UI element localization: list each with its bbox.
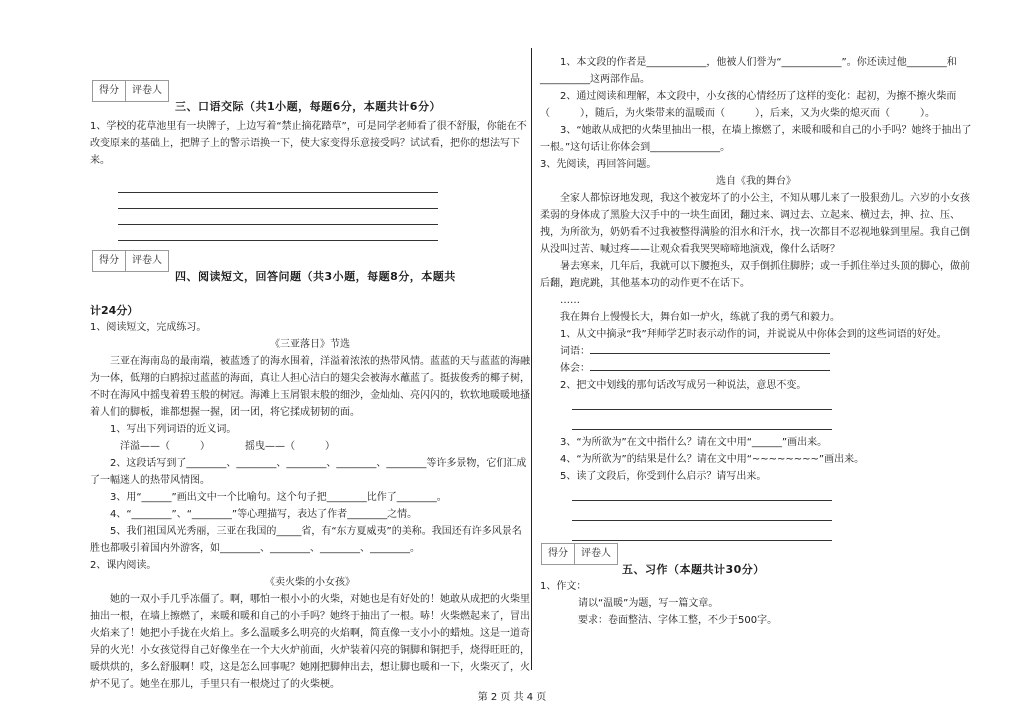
grader-label: 评卷人 xyxy=(132,85,162,96)
section5-title: 五、习作（本题共计30分） xyxy=(622,563,765,576)
q2-intro: 2、课内阅读。 xyxy=(90,560,157,571)
answer-line xyxy=(590,370,830,371)
r-question-3: 3、“她敢从成把的火柴里抽出一根，在墙上擦燃了，来暖和暖和自己的小手吗？她终于抽出了一根。”这句话让你体会到______________。 xyxy=(540,125,972,153)
section4-title: 四、阅读短文，回答问题（共3小题，每题8分，本题共 xyxy=(175,270,456,283)
grader-label: 评卷人 xyxy=(132,255,162,266)
score-label: 得分 xyxy=(93,81,126,101)
ellipsis: …… xyxy=(560,295,580,306)
r-question-2: 2、通过阅读和理解，本文段中，小女孩的心情经历了这样的变化：起初，为擦不擦火柴而（ ），随后，为火柴带来的温暖而（ ），后来，又为火柴的熄灭而（ ）。 xyxy=(540,91,957,119)
score-box-section3 xyxy=(92,80,169,102)
section5-body xyxy=(540,578,970,629)
p1-question-2: 2、这段话写到了________、________、________、________、________等许多景物，它们汇成了一幅迷人的热带风情图。 xyxy=(90,458,527,486)
column-divider xyxy=(531,48,532,670)
score-box-section5 xyxy=(541,543,618,565)
writing-requirement-2: 要求：卷面整洁、字体工整，不少于500字。 xyxy=(578,615,778,626)
r-sub-question-4: 4、“为所欲为”的结果是什么？请在文中用“~~~~~~~~”画出来。 xyxy=(560,454,865,465)
answer-line xyxy=(572,414,832,430)
answer-line xyxy=(572,394,832,410)
section3-title: 三、口语交际（共1小题，每题6分，本题共计6分） xyxy=(175,100,441,113)
passage3-text-3: 我在舞台上慢慢长大，舞台如一炉火，练就了我的勇气和毅力。 xyxy=(560,312,840,323)
passage2-title: 《卖火柴的小女孩》 xyxy=(265,577,355,588)
section3-question: 1、学校的花草池里有一块牌子，上边写着“禁止摘花踏草”，可是同学老师看了很不舒服，你能在不改变原来的基础上，把牌子上的警示语换一下，使大家变得乐意接受吗？试试看，把你的想法写下来。 xyxy=(90,121,527,166)
q1-intro: 1、阅读短文，完成练习。 xyxy=(90,322,207,333)
section3-body xyxy=(90,118,530,241)
word-answer-row xyxy=(540,343,972,360)
answer-line xyxy=(118,177,438,193)
page-footer: 第 2 页 共 4 页 xyxy=(477,692,547,703)
right-column xyxy=(540,54,972,545)
passage3-text-2: 暑去寒来，几年后，我就可以下腰抱头，双手倒抓住脚脖；或一手抓住举过头顶的脚心，做前后翻，跑虎跳，其他基本功的动作更不在话下。 xyxy=(540,261,970,289)
passage2-text: 她的一双小手几乎冻僵了。啊，哪怕一根小小的火柴，对她也是有好处的！她敢从成把的火柴里抽出一根，在墙上擦燃了，来暖和暖和自己的小手吗？她终于抽出了一根。哧！火柴燃起来了，冒出火焰来了！她把小手拢在火焰上。多么温暖多么明亮的火焰啊，简直像一支小小的蜡烛。这是一道奇异的火光！小女孩觉得自己好像坐在一个大火炉前面，火炉装着闪亮的铜脚和铜把手，烧得旺旺的，暖烘烘的，多么舒服啊！哎，这是怎么回事呢？她刚把脚伸出去，想让脚也暖和一下，火柴灭了，火炉不见了。她坐在那儿，手里只有一根烧过了的火柴梗。 xyxy=(90,594,530,690)
answer-line xyxy=(590,353,830,354)
section4-title-cont: 计24分） xyxy=(90,304,139,317)
answer-line xyxy=(118,193,438,209)
grader-label: 评卷人 xyxy=(581,548,611,559)
r-sub-question-3: 3、“为所欲为”在文中指什么？请在文中用“______”画出来。 xyxy=(560,437,828,448)
p1-question-3: 3、用“______”画出文中一个比喻句。这个句子把________比作了________。 xyxy=(110,492,447,503)
passage1-title: 《三亚落日》节选 xyxy=(270,339,350,350)
score-label: 得分 xyxy=(542,544,575,564)
feeling-label: 体会： xyxy=(560,363,590,374)
answer-line xyxy=(572,505,832,521)
writing-question: 1、作文： xyxy=(540,581,587,592)
p1-question-1: 1、写出下列词语的近义词。 xyxy=(110,424,237,435)
p1-question-1-items: 洋溢——（ ） 摇曳——（ ） xyxy=(120,441,335,452)
answer-line xyxy=(572,485,832,501)
r-question-1: 1、本文段的作者是____________，他被人们誉为“____________”。你还读过他________和__________这两部作品。 xyxy=(540,57,957,85)
feeling-answer-row xyxy=(540,360,972,377)
p1-question-5: 5、我们祖国风光秀丽，三亚在我国的_____省，有“东方夏威夷”的美称。我国还有许多风景名胜也都吸引着国内外游客，如________、________、________、________。 xyxy=(90,526,522,554)
passage3-title: 选自《我的舞台》 xyxy=(716,176,796,187)
r-sub-question-2: 2、把文中划线的那句话改写成另一种说法，意思不变。 xyxy=(560,380,807,391)
r-q3-intro: 3、先阅读，再回答问题。 xyxy=(540,159,657,170)
r-sub-question-1: 1、从文中摘录“我”拜师学艺时表示动作的词，并说说从中你体会到的这些词语的好处。 xyxy=(560,329,947,340)
score-label: 得分 xyxy=(93,251,126,271)
passage1-text: 三亚在海南岛的最南端，被蓝透了的海水围着，洋溢着浓浓的热带风情。蓝蓝的天与蓝蓝的海融为一体，低翔的白鸥掠过蓝蓝的海面，真让人担心洁白的翅尖会被海水蘸蓝了。挺拔俊秀的椰子树，不时在海风中摇曳着碧玉般的树冠。海滩上玉屑银末般的细沙，金灿灿、亮闪闪的，软软地暖暖地搔着人们的脚板，谁都想握一握，团一团，将它揉成韧韧的面。 xyxy=(90,356,530,418)
score-box-section4 xyxy=(92,250,169,272)
answer-line xyxy=(118,209,438,225)
section4-body xyxy=(90,302,530,693)
writing-requirement-1: 请以“温暖”为题，写一篇文章。 xyxy=(578,598,719,609)
word-label: 词语： xyxy=(560,346,590,357)
passage3-text-1: 全家人都惊讶地发现，我这个被宠坏了的小公主，不知从哪儿来了一股狠劲儿。六岁的小女孩柔弱的身体成了黑脸大汉手中的一块生面团，翻过来、调过去、立起来、横过去，抻、拉、压、拽，为所欲为，奶奶看不过我被整得满脸的泪水和汗水，找一次都目不忍视地躲到里屋。我自己倒从没叫过苦、喊过疼——让观众看我哭哭啼啼地演戏，像什么话呀？ xyxy=(540,193,970,255)
answer-line xyxy=(572,525,832,541)
answer-line xyxy=(118,225,438,241)
r-sub-question-5: 5、读了文段后，你受到什么启示？请写出来。 xyxy=(560,471,767,482)
p1-question-4: 4、“________”、“________”等心理描写，表达了作者________之情。 xyxy=(110,509,418,520)
